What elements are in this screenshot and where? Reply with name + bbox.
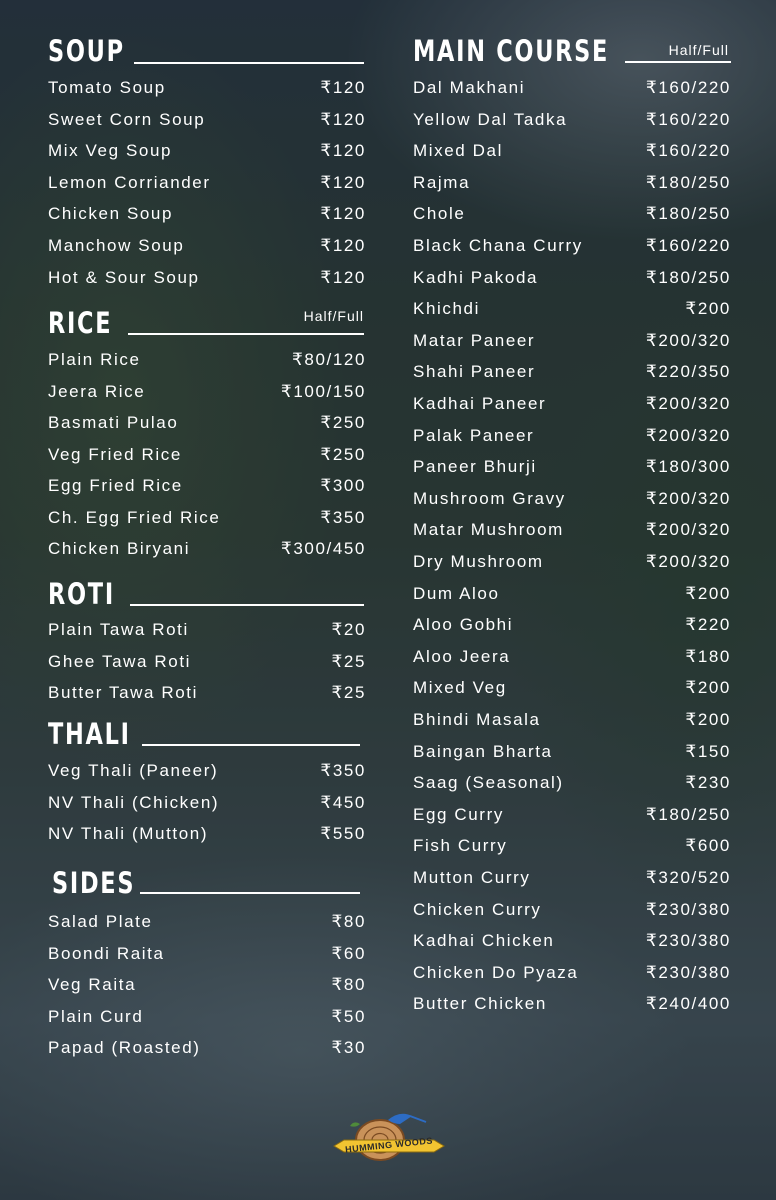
divider xyxy=(142,744,360,746)
item-name: Tomato Soup xyxy=(48,78,166,97)
menu-item xyxy=(48,618,366,642)
item-name: Baingan Bharta xyxy=(413,741,553,761)
item-price: ₹100/150 xyxy=(280,381,366,401)
item-price: ₹30 xyxy=(331,1038,366,1057)
menu-item xyxy=(413,929,731,953)
item-price: ₹120 xyxy=(320,172,366,192)
item-name: Basmati Pulao xyxy=(48,413,179,432)
menu-item xyxy=(413,866,731,890)
item-price: ₹240/400 xyxy=(645,994,731,1014)
item-price: ₹80 xyxy=(331,912,366,931)
item-name: Kadhi Pakoda xyxy=(413,267,539,287)
menu-item xyxy=(413,234,731,258)
item-name: Chicken Curry xyxy=(413,899,542,919)
menu-item xyxy=(413,613,731,637)
divider xyxy=(128,333,364,335)
item-price: ₹160/220 xyxy=(645,236,731,255)
item-name: Palak Paneer xyxy=(413,425,535,445)
menu-item xyxy=(48,474,366,498)
menu-item xyxy=(413,76,731,100)
menu-item xyxy=(413,771,731,795)
item-price: ₹250 xyxy=(320,413,366,432)
item-name: Veg Raita xyxy=(48,975,137,994)
menu-item xyxy=(48,759,366,783)
item-price: ₹300 xyxy=(320,476,366,495)
menu-item xyxy=(48,973,366,997)
menu-item xyxy=(48,822,366,846)
item-name: Dum Aloo xyxy=(413,583,500,603)
item-name: Chole xyxy=(413,204,466,224)
item-price: ₹160/220 xyxy=(645,78,731,97)
item-name: Aloo Gobhi xyxy=(413,615,514,635)
menu-item xyxy=(413,582,731,606)
item-name: Egg Fried Rice xyxy=(48,476,183,495)
item-name: Kadhai Chicken xyxy=(413,931,555,951)
item-name: Boondi Raita xyxy=(48,943,165,963)
item-price: ₹180 xyxy=(685,646,731,666)
item-price: ₹230 xyxy=(685,773,731,793)
item-price: ₹50 xyxy=(331,1006,366,1026)
item-price: ₹80/120 xyxy=(291,350,366,369)
item-price: ₹250 xyxy=(320,444,366,464)
divider xyxy=(134,62,364,64)
item-name: Chicken Soup xyxy=(48,204,174,224)
item-price: ₹160/220 xyxy=(645,109,731,129)
menu-item xyxy=(48,681,366,705)
item-name: Matar Paneer xyxy=(413,330,536,350)
menu-item xyxy=(48,139,366,163)
soup-section xyxy=(48,34,366,287)
menu-item xyxy=(48,76,366,100)
menu-item xyxy=(413,329,731,353)
item-price: ₹180/300 xyxy=(645,457,731,477)
item-price: ₹230/380 xyxy=(645,962,731,982)
item-name: Mix Veg Soup xyxy=(48,141,173,161)
item-name: Plain Tawa Roti xyxy=(48,620,189,639)
item-price: ₹200/320 xyxy=(645,488,731,508)
item-name: Aloo Jeera xyxy=(413,646,511,666)
half-full-note: Half/Full xyxy=(303,308,364,324)
item-name: Jeera Rice xyxy=(48,381,146,401)
menu-item xyxy=(413,803,731,827)
divider xyxy=(130,604,364,606)
menu-item xyxy=(413,961,731,985)
item-name: NV Thali (Mutton) xyxy=(48,824,209,843)
menu-item xyxy=(413,518,731,542)
item-price: ₹220/350 xyxy=(645,362,731,382)
item-price: ₹200/320 xyxy=(645,520,731,540)
thali-section xyxy=(48,717,366,843)
item-price: ₹80 xyxy=(331,975,366,994)
menu-item xyxy=(48,380,366,404)
menu-item xyxy=(48,202,366,226)
item-name: Manchow Soup xyxy=(48,236,185,255)
menu-item xyxy=(48,348,366,372)
item-name: Bhindi Masala xyxy=(413,710,541,729)
menu-item xyxy=(48,1005,366,1029)
item-name: Shahi Paneer xyxy=(413,362,536,382)
item-price: ₹200 xyxy=(685,678,731,698)
item-price: ₹200 xyxy=(685,583,731,603)
item-price: ₹200/320 xyxy=(645,425,731,445)
menu-item xyxy=(48,650,366,674)
menu-item xyxy=(413,392,731,416)
item-name: NV Thali (Chicken) xyxy=(48,792,220,812)
section-title: THALI xyxy=(48,717,131,751)
item-price: ₹150 xyxy=(685,741,731,761)
item-name: Khichdi xyxy=(413,299,480,319)
item-name: Mutton Curry xyxy=(413,868,531,887)
menu-item xyxy=(413,455,731,479)
item-name: Plain Curd xyxy=(48,1006,144,1026)
menu-item xyxy=(48,443,366,467)
item-price: ₹120 xyxy=(320,204,366,224)
menu-item xyxy=(413,360,731,384)
section-title: ROTI xyxy=(48,577,115,611)
item-price: ₹350 xyxy=(320,507,366,527)
item-price: ₹180/250 xyxy=(645,172,731,192)
menu-item xyxy=(48,1036,366,1060)
menu-item xyxy=(48,266,366,290)
menu-item xyxy=(413,108,731,132)
menu-item xyxy=(413,266,731,290)
item-name: Mixed Veg xyxy=(413,678,507,698)
item-price: ₹230/380 xyxy=(645,931,731,951)
item-price: ₹320/520 xyxy=(645,868,731,887)
item-price: ₹550 xyxy=(320,824,366,843)
item-price: ₹120 xyxy=(320,109,366,129)
item-price: ₹20 xyxy=(331,620,366,639)
menu-item xyxy=(413,550,731,574)
sides-section xyxy=(48,866,366,1057)
item-name: Yellow Dal Tadka xyxy=(413,109,568,129)
item-price: ₹600 xyxy=(685,836,731,856)
menu-item xyxy=(413,834,731,858)
item-price: ₹120 xyxy=(320,267,366,287)
menu-item xyxy=(48,411,366,435)
menu-item xyxy=(48,108,366,132)
item-name: Dry Mushroom xyxy=(413,552,544,571)
section-title: MAIN COURSE xyxy=(413,34,610,68)
section-title: RICE xyxy=(48,306,113,340)
section-title: SOUP xyxy=(48,34,125,68)
item-name: Papad (Roasted) xyxy=(48,1038,201,1057)
divider xyxy=(625,61,731,63)
item-price: ₹350 xyxy=(320,761,366,780)
item-name: Sweet Corn Soup xyxy=(48,109,206,129)
item-price: ₹220 xyxy=(685,615,731,635)
item-price: ₹25 xyxy=(331,651,366,671)
item-name: Butter Chicken xyxy=(413,994,547,1014)
item-name: Rajma xyxy=(413,172,471,192)
item-price: ₹200 xyxy=(685,299,731,319)
item-price: ₹200/320 xyxy=(645,394,731,413)
item-name: Mixed Dal xyxy=(413,141,503,161)
item-name: Kadhai Paneer xyxy=(413,394,547,413)
item-name: Egg Curry xyxy=(413,804,504,824)
menu-item xyxy=(48,171,366,195)
menu-item xyxy=(413,424,731,448)
divider xyxy=(140,892,360,894)
menu-item xyxy=(48,234,366,258)
item-name: Butter Tawa Roti xyxy=(48,683,199,702)
menu-item xyxy=(413,898,731,922)
menu-item xyxy=(413,708,731,732)
item-name: Mushroom Gravy xyxy=(413,488,566,508)
menu-item xyxy=(413,992,731,1016)
item-price: ₹180/250 xyxy=(645,267,731,287)
menu-item xyxy=(413,202,731,226)
menu-item xyxy=(413,740,731,764)
item-name: Veg Thali (Paneer) xyxy=(48,761,219,780)
item-name: Salad Plate xyxy=(48,912,153,931)
item-name: Saag (Seasonal) xyxy=(413,773,564,793)
item-name: Matar Mushroom xyxy=(413,520,564,540)
menu-item xyxy=(48,910,366,934)
half-full-note: Half/Full xyxy=(668,42,729,58)
item-name: Chicken Do Pyaza xyxy=(413,962,579,982)
item-price: ₹200/320 xyxy=(645,330,731,350)
item-price: ₹180/250 xyxy=(645,804,731,824)
main-course-section xyxy=(413,34,731,1014)
menu-item xyxy=(413,297,731,321)
item-price: ₹120 xyxy=(320,236,366,255)
item-price: ₹120 xyxy=(320,78,366,97)
logo-text: HUMMING WOODS xyxy=(344,1135,434,1155)
item-name: Fish Curry xyxy=(413,836,508,856)
section-title: SIDES xyxy=(52,866,136,900)
item-name: Dal Makhani xyxy=(413,78,526,97)
item-price: ₹160/220 xyxy=(645,141,731,161)
item-name: Veg Fried Rice xyxy=(48,444,182,464)
item-name: Ch. Egg Fried Rice xyxy=(48,507,221,527)
menu-item xyxy=(48,506,366,530)
menu-item xyxy=(413,139,731,163)
item-name: Paneer Bhurji xyxy=(413,457,537,477)
item-price: ₹25 xyxy=(331,683,366,702)
item-name: Chicken Biryani xyxy=(48,539,191,558)
menu-item xyxy=(48,791,366,815)
menu-item xyxy=(413,676,731,700)
item-price: ₹230/380 xyxy=(645,899,731,919)
menu-item xyxy=(413,487,731,511)
item-name: Plain Rice xyxy=(48,350,141,369)
item-name: Ghee Tawa Roti xyxy=(48,651,192,671)
rice-section xyxy=(48,306,366,558)
item-price: ₹60 xyxy=(331,943,366,963)
item-name: Hot & Sour Soup xyxy=(48,267,200,287)
menu-item xyxy=(413,645,731,669)
item-name: Black Chana Curry xyxy=(413,236,583,255)
humming-woods-logo xyxy=(330,1110,448,1170)
item-price: ₹450 xyxy=(320,792,366,812)
roti-section xyxy=(48,577,366,702)
item-price: ₹300/450 xyxy=(280,539,366,558)
item-price: ₹200/320 xyxy=(645,552,731,571)
item-name: Lemon Corriander xyxy=(48,172,211,192)
item-price: ₹120 xyxy=(320,141,366,161)
item-price: ₹180/250 xyxy=(645,204,731,224)
item-price: ₹200 xyxy=(685,710,731,729)
menu-item xyxy=(48,537,366,561)
menu-item xyxy=(48,942,366,966)
menu-item xyxy=(413,171,731,195)
